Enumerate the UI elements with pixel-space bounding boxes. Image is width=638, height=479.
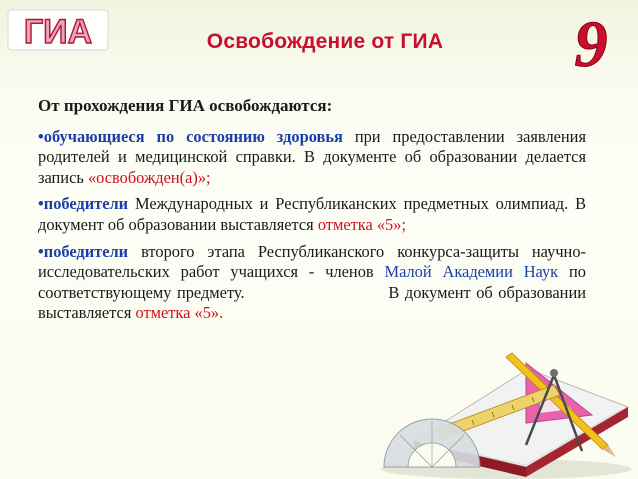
gia-logo [6,7,110,53]
slide-title: Освобождение от ГИА [206,30,444,53]
item-3-lead: победители [43,241,129,261]
item-3-text-a: второго этапа Республиканского конкурса-защиты научно-исследовательских работ учащихся - членов [38,241,586,282]
grade-nine-graphic [556,10,626,74]
item-2-lead: победители [43,194,129,214]
content-body [38,96,595,330]
bullet-2: • [38,194,44,214]
list-item-olympiad [38,194,586,235]
item-3-blue: Малой Академии Наук [384,262,559,282]
item-3-red: отметка «5». [135,303,224,323]
item-1-lead: обучающиеся по состоянию здоровья [43,126,343,146]
item-1-text: при предоставлении заявления родителей и медицинской справки. В документе об образовании делается запись [38,126,586,187]
book-tools-graphic [376,345,638,479]
item-2-red: отметка «5»; [317,214,406,234]
item-1-red: «освобожден(а)»; [87,167,211,187]
book-and-tools-illustration [376,345,638,479]
bullet-1: • [38,126,44,146]
item-2-text: Международных и Республиканских предметных олимпиад. В документ об образовании выставляется [38,194,586,234]
grade-nine-badge [556,10,626,74]
list-item-research [38,241,595,324]
content-heading: От прохождения ГИА освобождаются: [38,96,333,115]
gia-logo-graphic [6,7,110,53]
item-3-text-b: по соответствующему предмету. В документ об образовании выставляется [38,262,595,323]
list-item-health [38,127,586,189]
gia-logo-text: ГИА [23,13,93,51]
bullet-3: • [38,241,44,261]
grade-nine-text: 9 [574,10,608,74]
